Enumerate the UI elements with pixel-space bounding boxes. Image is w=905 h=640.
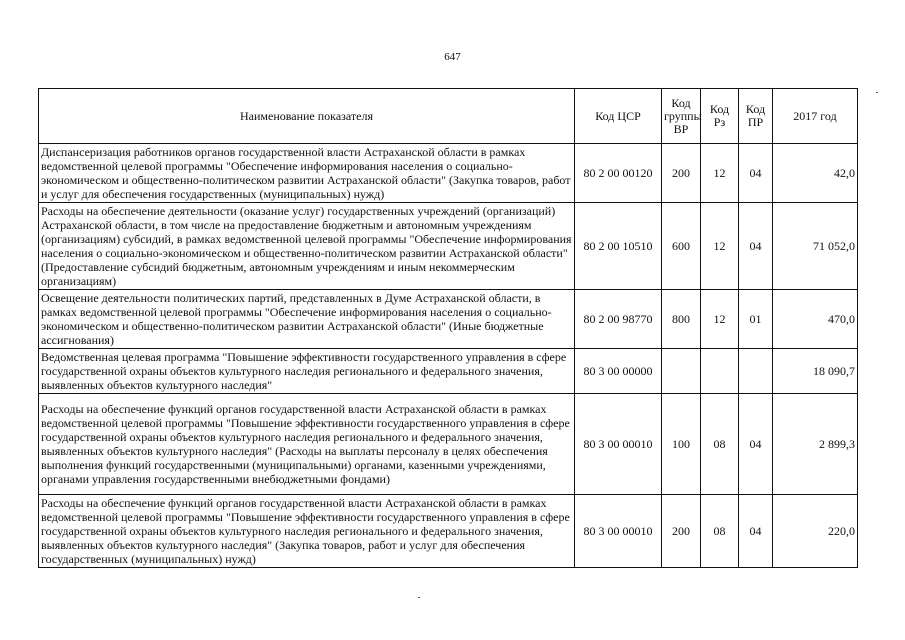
table-row [39, 144, 858, 203]
row-pr-code: 04 [739, 203, 773, 290]
row-csr-code: 80 3 00 00010 [575, 495, 662, 568]
table-row [39, 394, 858, 495]
table-row [39, 349, 858, 394]
row-name: Ведомственная целевая программа "Повышение эффективности государственного управления в сфере государственной охраны объектов культурного наследия регионального и федерального значения, выявленных объектов культурного наследия" [39, 349, 575, 394]
row-name: Расходы на обеспечение функций органов государственной власти Астраханской области в рамках ведомственной целевой программы "Повышение эффективности государственного управления в сфере государственной охраны объектов культурного наследия регионального и федерального значения, выявленных объектов культурного наследия" (Расходы на выплаты персоналу в целях обеспечения выполнения функций государственными (муниципальными) органами, казенными учреждениями, органами управления государственными внебюджетными фондами) [39, 394, 575, 495]
row-amount-2017: 71 052,0 [773, 203, 858, 290]
row-vr-code: 200 [662, 495, 701, 568]
table-row [39, 495, 858, 568]
row-pr-code: 04 [739, 144, 773, 203]
row-name: Расходы на обеспечение деятельности (оказание услуг) государственных учреждений (организаций) Астраханской области, в том числе на предоставление бюджетным и автономным учреждениям (организациям) субсидий, в рамках ведомственной целевой программы "Обеспечение информирования населения о социально-экономическом и общественно-политическом развитии Астраханской области" (Предоставление субсидий бюджетным, автономным учреждениям и иным некоммерческим организациям) [39, 203, 575, 290]
row-csr-code: 80 2 00 98770 [575, 290, 662, 349]
row-rz-code: 12 [701, 290, 739, 349]
row-csr-code: 80 3 00 00010 [575, 394, 662, 495]
header-name: Наименование показателя [39, 89, 575, 144]
header-rz: Код Рз [701, 89, 739, 144]
row-csr-code: 80 3 00 00000 [575, 349, 662, 394]
row-pr-code [739, 349, 773, 394]
row-rz-code [701, 349, 739, 394]
header-vr: Код группы ВР [662, 89, 701, 144]
scan-speck [876, 92, 878, 93]
row-rz-code: 12 [701, 144, 739, 203]
row-vr-code: 800 [662, 290, 701, 349]
row-rz-code: 08 [701, 495, 739, 568]
page-number: 647 [444, 51, 461, 63]
row-rz-code: 12 [701, 203, 739, 290]
table-row [39, 203, 858, 290]
header-pr: Код ПР [739, 89, 773, 144]
table-row [39, 290, 858, 349]
header-year: 2017 год [773, 89, 858, 144]
row-name: Расходы на обеспечение функций органов государственной власти Астраханской области в рамках ведомственной целевой программы "Повышение эффективности государственного управления в сфере государственной охраны объектов культурного наследия регионального и федерального значения, выявленных объектов культурного наследия" (Закупка товаров, работ и услуг для обеспечения государственных (муниципальных) нужд) [39, 495, 575, 568]
row-csr-code: 80 2 00 10510 [575, 203, 662, 290]
row-amount-2017: 220,0 [773, 495, 858, 568]
row-amount-2017: 42,0 [773, 144, 858, 203]
row-name: Освещение деятельности политических партий, представленных в Думе Астраханской области, в рамках ведомственной целевой программы "Обеспечение информирования населения о социально-экономическом и общественно-политическом развитии Астраханской области" (Иные бюджетные ассигнования) [39, 290, 575, 349]
row-pr-code: 04 [739, 394, 773, 495]
row-vr-code: 200 [662, 144, 701, 203]
row-rz-code: 08 [701, 394, 739, 495]
row-pr-code: 01 [739, 290, 773, 349]
row-vr-code: 100 [662, 394, 701, 495]
table-header [39, 89, 858, 144]
scan-speck [418, 597, 420, 598]
row-name: Диспансеризация работников органов государственной власти Астраханской области в рамках ведомственной целевой программы "Обеспечение информирования населения о социально-экономическом и общественно-политическом развитии Астраханской области" (Закупка товаров, работ и услуг для обеспечения государственных (муниципальных) нужд) [39, 144, 575, 203]
row-vr-code: 600 [662, 203, 701, 290]
row-amount-2017: 18 090,7 [773, 349, 858, 394]
row-pr-code: 04 [739, 495, 773, 568]
row-amount-2017: 470,0 [773, 290, 858, 349]
header-csr: Код ЦСР [575, 89, 662, 144]
budget-table [38, 88, 858, 568]
row-vr-code [662, 349, 701, 394]
row-amount-2017: 2 899,3 [773, 394, 858, 495]
row-csr-code: 80 2 00 00120 [575, 144, 662, 203]
